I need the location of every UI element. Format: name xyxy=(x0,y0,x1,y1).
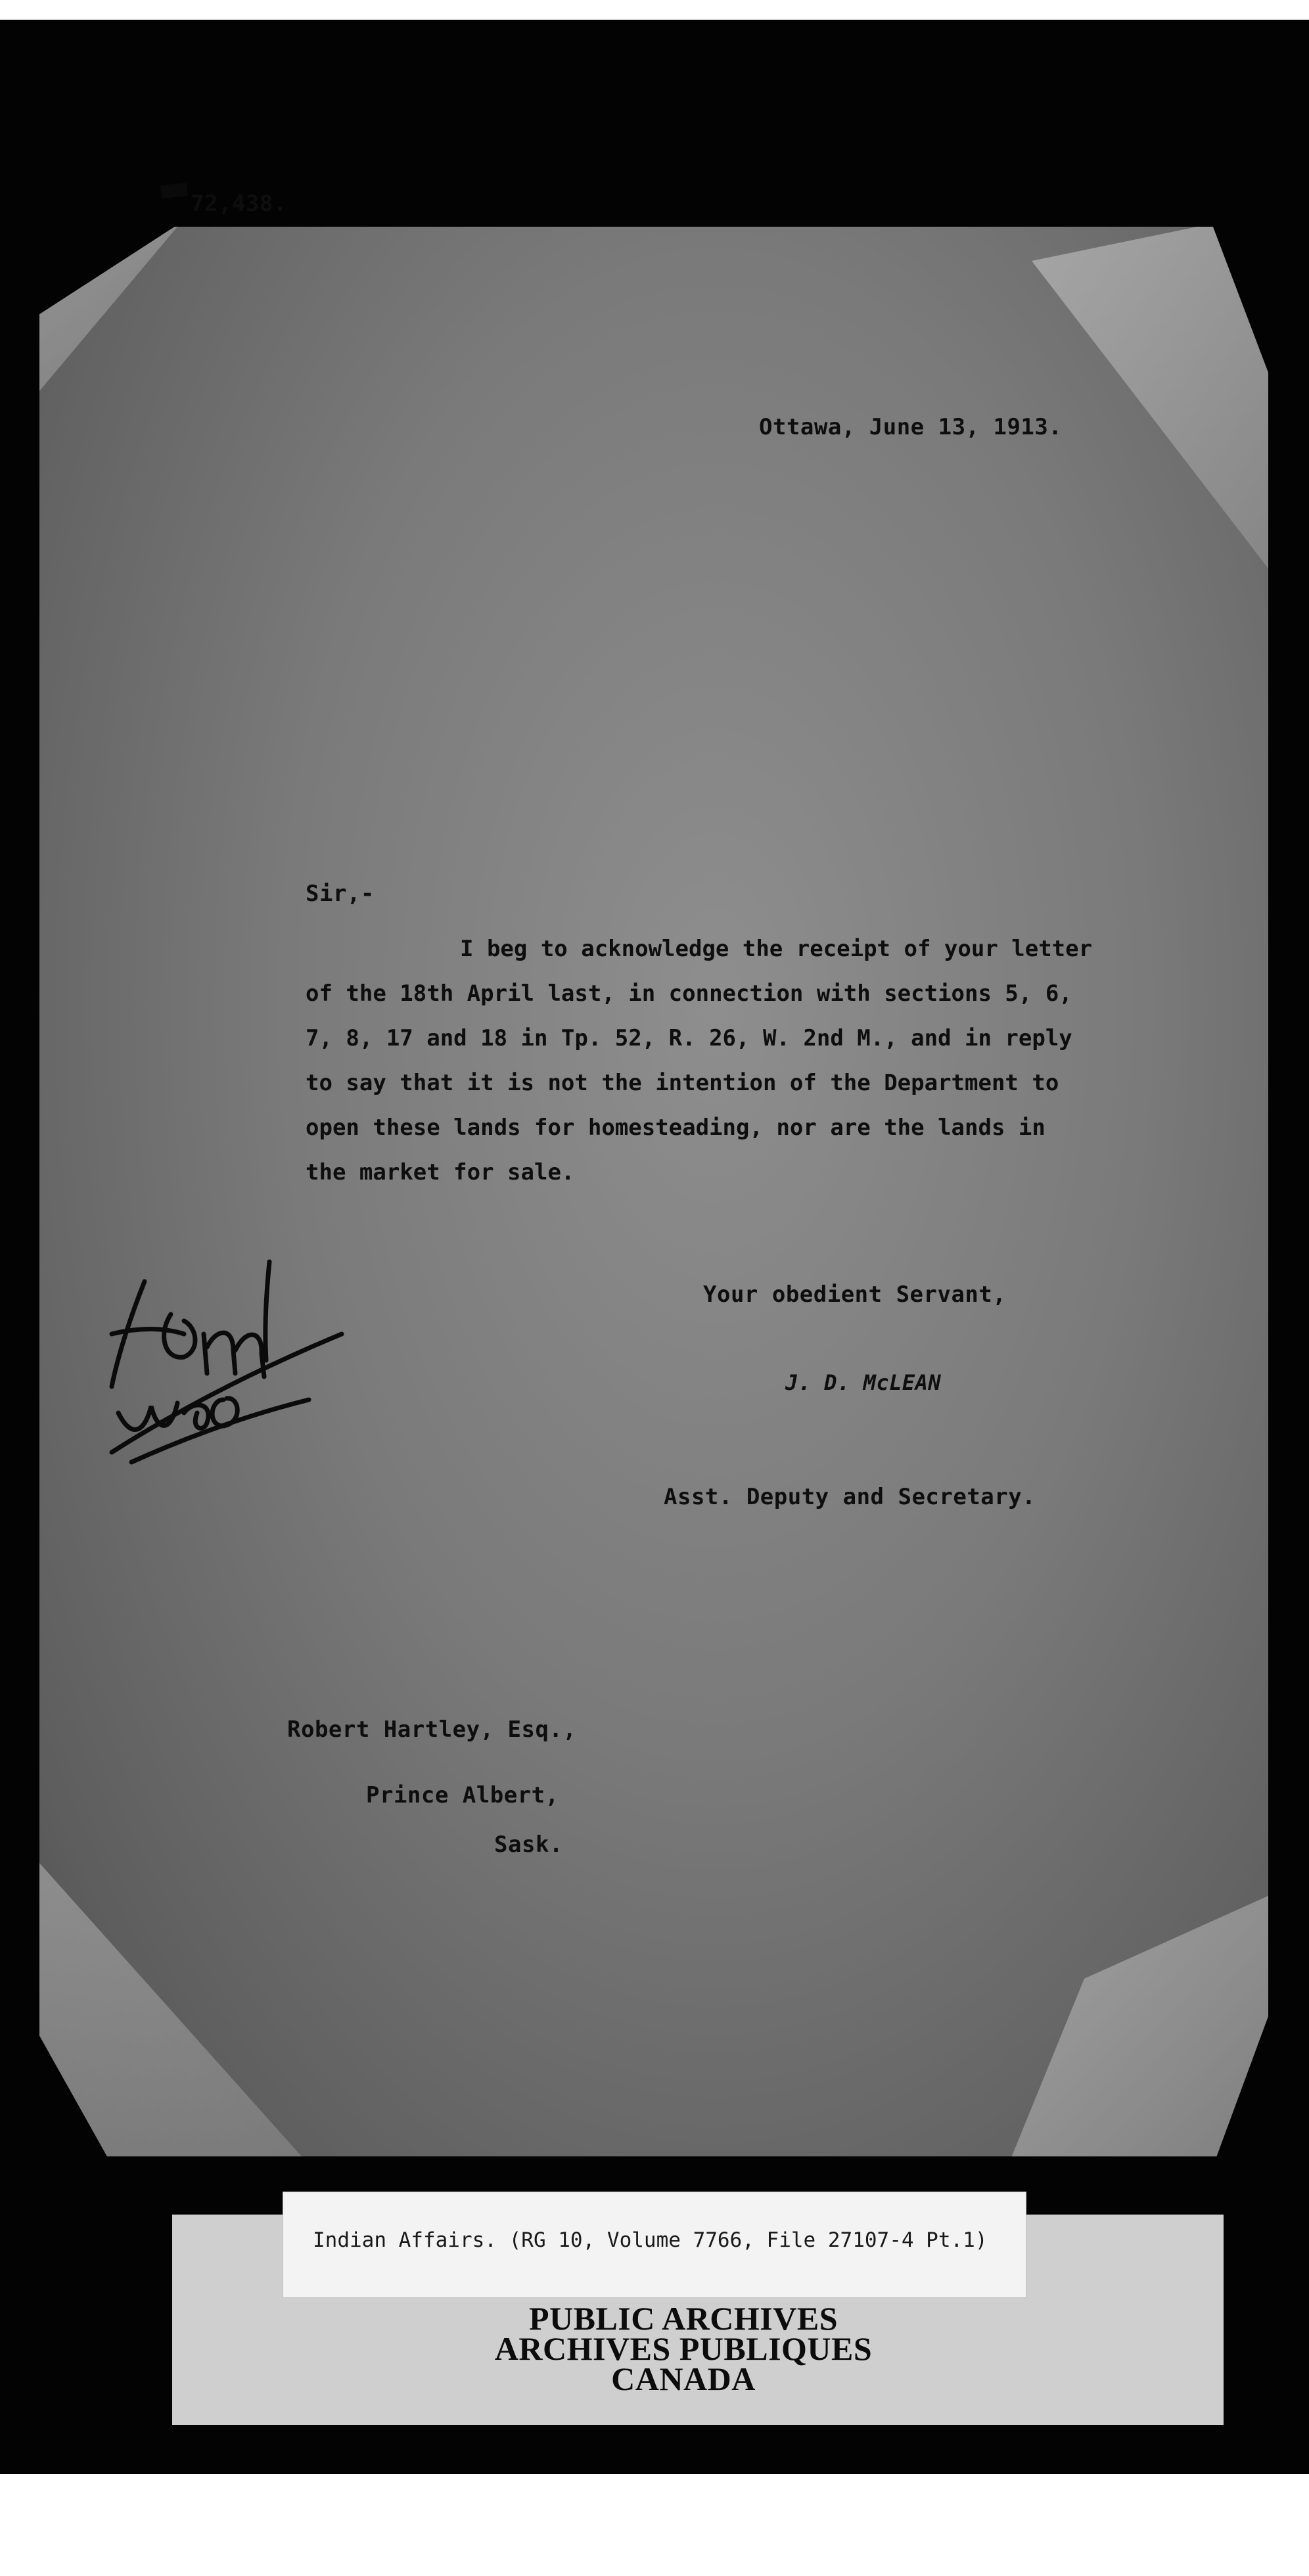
addressee-name: Robert Hartley, Esq., xyxy=(287,1716,577,1743)
body-line: the market for sale. xyxy=(306,1159,575,1185)
stamp-line-1: PUBLIC ARCHIVES xyxy=(528,2300,838,2337)
letter-body xyxy=(306,927,1173,1195)
public-archives-stamp xyxy=(486,2300,881,2397)
body-line: open these lands for homesteading, nor are the lands in xyxy=(306,1115,1045,1141)
addressee-province: Sask. xyxy=(494,1831,563,1858)
letter-page xyxy=(39,227,1268,2172)
salutation: Sir,- xyxy=(306,881,375,907)
ink-blot xyxy=(160,183,188,198)
addressee-city: Prince Albert, xyxy=(366,1782,559,1808)
stamp-line-3: CANADA xyxy=(611,2360,756,2397)
signatory-title: Asst. Deputy and Secretary. xyxy=(664,1484,1036,1510)
closing: Your obedient Servant, xyxy=(703,1281,1007,1308)
body-line: to say that it is not the intention of the Department to xyxy=(306,1070,1059,1096)
body-line: I beg to acknowledge the receipt of your letter xyxy=(460,936,1093,962)
citation-text: Indian Affairs. (RG 10, Volume 7766, File 27107-4 Pt.1) xyxy=(313,2228,988,2252)
signature: J. D. McLEAN xyxy=(785,1370,942,1395)
file-number: 72,438. xyxy=(191,191,287,217)
citation-label xyxy=(283,2192,1026,2298)
date-line: Ottawa, June 13, 1913. xyxy=(759,414,1063,440)
handwritten-initials xyxy=(92,1235,355,1472)
body-line: 7, 8, 17 and 18 in Tp. 52, R. 26, W. 2nd M., and in reply xyxy=(306,1025,1072,1051)
stamp-line-2: ARCHIVES PUBLIQUES xyxy=(494,2330,873,2367)
body-line: of the 18th April last, in connection with sections 5, 6, xyxy=(306,980,1072,1007)
